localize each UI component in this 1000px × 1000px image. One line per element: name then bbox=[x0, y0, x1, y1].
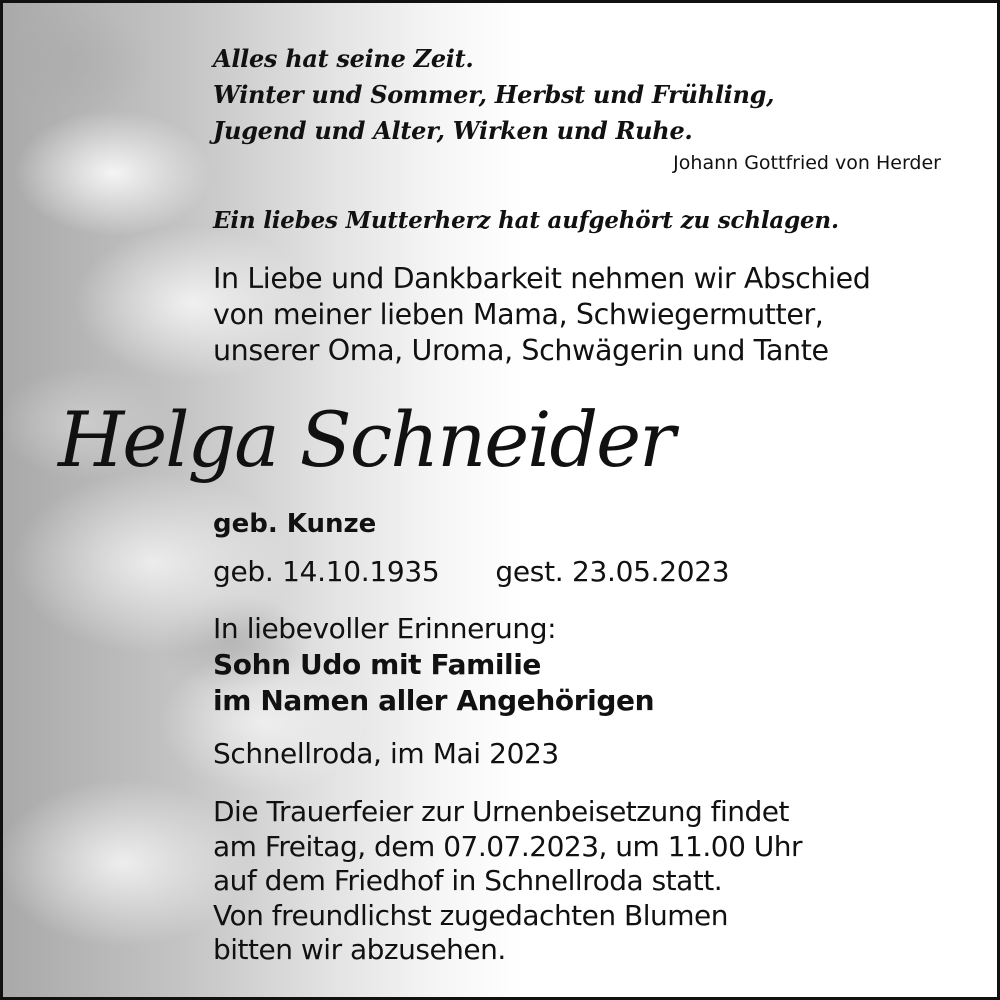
intro-line: In Liebe und Dankbarkeit nehmen wir Abschied bbox=[213, 262, 871, 295]
mourners-block bbox=[213, 611, 654, 719]
heart-line: Ein liebes Mutterherz hat aufgehört zu schlagen. bbox=[213, 207, 839, 234]
farewell-intro bbox=[213, 261, 870, 369]
birth-date: geb. 14.10.1935 bbox=[213, 555, 440, 588]
maiden-name: geb. Kunze bbox=[213, 509, 377, 539]
funeral-line: bitten wir abzusehen. bbox=[213, 933, 506, 966]
motto-line: Alles hat seine Zeit. bbox=[213, 44, 474, 73]
deceased-name: Helga Schneider bbox=[58, 395, 674, 484]
memory-lead: In liebevoller Erinnerung: bbox=[213, 612, 557, 645]
place-date: Schnellroda, im Mai 2023 bbox=[213, 737, 559, 770]
funeral-info bbox=[213, 795, 802, 968]
funeral-line: Von freundlichst zugedachten Blumen bbox=[213, 898, 729, 932]
life-dates bbox=[213, 555, 729, 588]
motto-line: Jugend und Alter, Wirken und Ruhe. bbox=[213, 116, 693, 145]
mourner-line: Sohn Udo mit Familie bbox=[213, 648, 542, 681]
funeral-line: auf dem Friedhof in Schnellroda statt. bbox=[213, 864, 723, 897]
motto-quote bbox=[213, 41, 774, 149]
mourner-line: im Namen aller Angehörigen bbox=[213, 684, 655, 717]
funeral-line: Die Trauerfeier zur Urnenbeisetzung findet bbox=[213, 795, 789, 828]
motto-line: Winter und Sommer, Herbst und Frühling, bbox=[213, 80, 775, 109]
death-date: gest. 23.05.2023 bbox=[495, 555, 730, 588]
intro-line: unserer Oma, Uroma, Schwägerin und Tante bbox=[213, 334, 829, 367]
quote-author: Johann Gottfried von Herder bbox=[673, 152, 941, 174]
funeral-line: am Freitag, dem 07.07.2023, um 11.00 Uhr bbox=[213, 829, 803, 863]
intro-line: von meiner lieben Mama, Schwiegermutter, bbox=[213, 298, 824, 331]
